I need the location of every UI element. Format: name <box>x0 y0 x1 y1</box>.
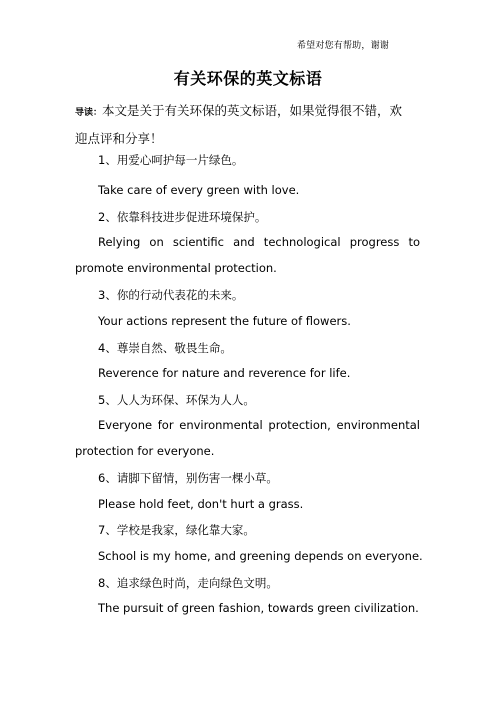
slogan-6-cn: 6、请脚下留情，别伤害一棵小草。 <box>98 471 278 485</box>
slogan-5-en-line-1: Everyone for environmental protection, environmental <box>98 418 420 432</box>
slogan-3-en: Your actions represent the future of flowers. <box>98 314 351 328</box>
slogan-4-cn: 4、尊崇自然、敬畏生命。 <box>98 341 232 355</box>
slogan-1-en: Take care of every green with love. <box>98 183 300 197</box>
slogan-7-cn: 7、学校是我家，绿化靠大家。 <box>98 523 255 537</box>
intro-label: 导读： <box>75 108 103 118</box>
intro-line-1 <box>75 98 420 126</box>
slogan-1-cn: 1、用爱心呵护每一片绿色。 <box>98 153 244 167</box>
document-title: 有关环保的英文标语 <box>173 69 323 88</box>
slogan-2-en-line-1: Relying on scientific and technological progress to <box>98 235 420 249</box>
slogan-3-cn: 3、你的行动代表花的未来。 <box>98 288 244 302</box>
slogan-6-en: Please hold feet, don't hurt a grass. <box>98 497 304 511</box>
slogan-2-en-line-2: promote environmental protection. <box>75 261 277 275</box>
slogan-5-cn: 5、人人为环保、环保为人人。 <box>98 393 255 407</box>
intro-text-line-1: 本文是关于有关环保的英文标语，如果觉得很不错，欢 <box>102 103 403 118</box>
header-note: 希望对您有帮助，谢谢 <box>296 41 389 51</box>
slogan-8-cn: 8、追求绿色时尚，走向绿色文明。 <box>98 576 278 590</box>
slogan-7-en: School is my home, and greening depends on everyone. <box>98 549 423 563</box>
slogan-2-cn: 2、依靠科技进步促进环境保护。 <box>98 210 267 224</box>
slogan-8-en: The pursuit of green fashion, towards green civilization. <box>98 601 419 615</box>
slogan-4-en: Reverence for nature and reverence for life. <box>98 366 351 380</box>
intro-text-line-2: 迎点评和分享！ <box>75 131 163 146</box>
intro-paragraph <box>75 98 420 152</box>
slogan-5-en-line-2: protection for everyone. <box>75 444 215 458</box>
